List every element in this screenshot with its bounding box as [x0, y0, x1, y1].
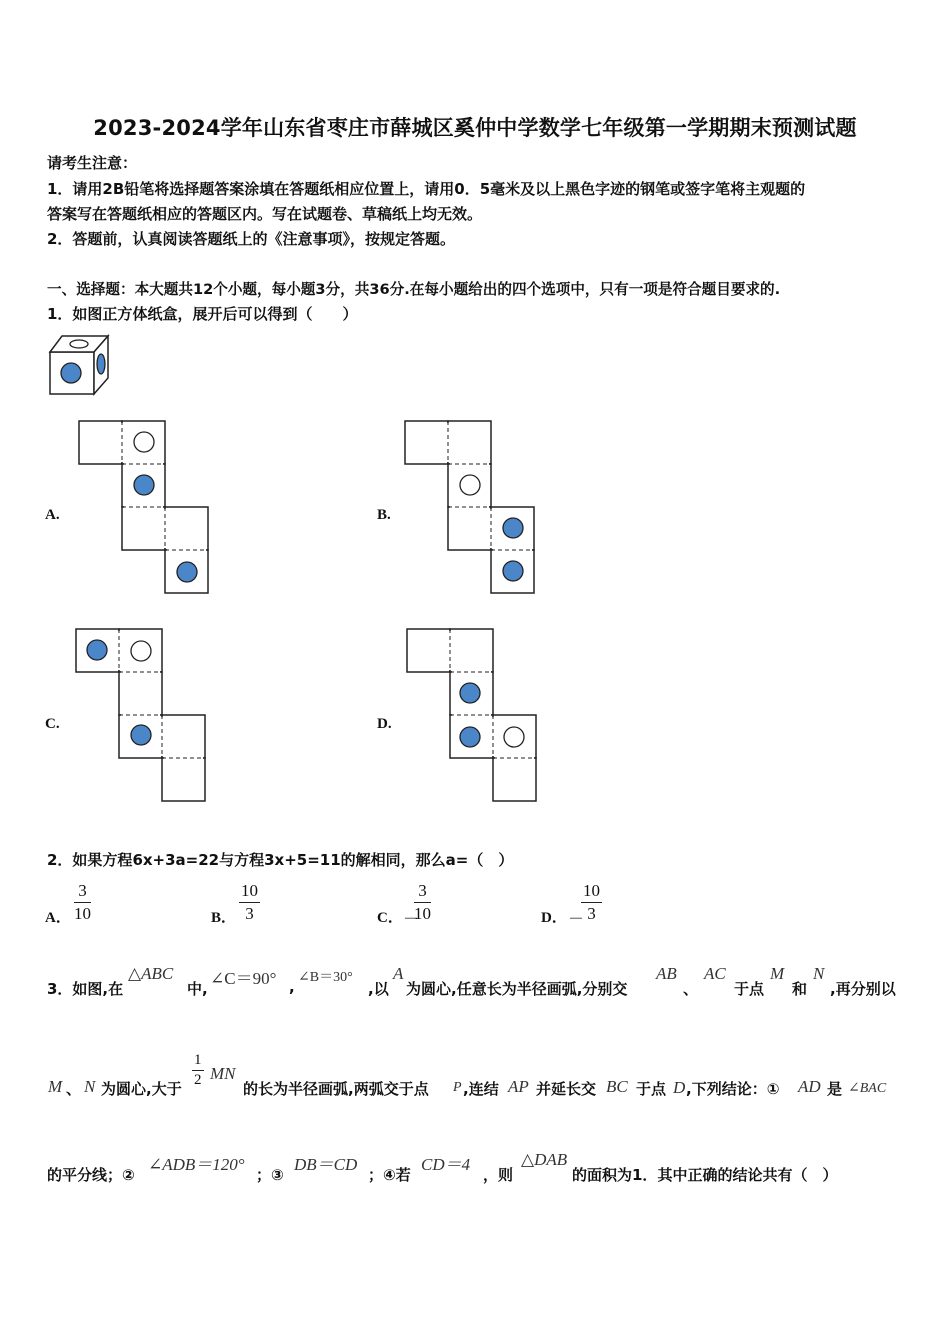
q2-option-b-fraction[interactable]: $\frac{10}{3}$	[241, 881, 258, 923]
q3-text: ,以	[368, 980, 389, 998]
page-title: 2023-2024学年山东省枣庄市薛城区奚仲中学数学七年级第一学期期末预测试题	[93, 116, 857, 140]
q1-option-a-label[interactable]: A.	[45, 507, 60, 523]
q3-text: 3．如图,在	[47, 980, 124, 998]
q3-text: 的平分线；②	[47, 1166, 135, 1184]
q3-eq-cd-4: CD＝4	[421, 1155, 471, 1174]
q3-point-m2: M	[48, 1077, 63, 1096]
q3-segment-ac: AC	[704, 964, 726, 983]
q1-option-b-label[interactable]: B.	[377, 507, 391, 523]
q3-angle-c: ∠C＝90°	[210, 969, 277, 988]
q3-point-p: P	[453, 1080, 462, 1095]
q3-point-a: A	[393, 964, 404, 983]
q1-option-c-net[interactable]	[75, 628, 209, 804]
notice-heading: 请考生注意：	[47, 154, 138, 172]
q3-text: 于点	[734, 980, 765, 998]
q3-angle-bac: ∠BAC	[848, 1081, 887, 1096]
q3-segment-mn: MN	[210, 1064, 236, 1083]
q1-cube-figure	[48, 334, 110, 396]
q1-option-d-net[interactable]	[406, 628, 540, 804]
q3-point-m: M	[770, 964, 785, 983]
q3-point-n: N	[813, 964, 825, 983]
q3-segment-ap: AP	[508, 1077, 529, 1096]
q3-text: 、	[66, 1080, 82, 1098]
notice-line-1a: 1．请用2B铅笔将选择题答案涂填在答题纸相应位置上，请用0．5毫米及以上黑色字迹的钢笔或签字笔将主观题的	[47, 180, 806, 198]
q3-text: ；④若	[368, 1166, 411, 1184]
q3-text: 为圆心,大于	[101, 1080, 182, 1098]
q3-text: 的长为半径画弧,两弧交于点	[243, 1080, 429, 1098]
q1-option-d-label[interactable]: D.	[377, 716, 392, 732]
q3-triangle-abc: △ABC	[128, 964, 174, 983]
q3-text: ,连结	[463, 1080, 499, 1098]
section-heading: 一、选择题：本大题共12个小题，每小题3分，共36分.在每小题给出的四个选项中，只有一项是符合题目要求的.	[47, 281, 781, 298]
q2-option-c-label[interactable]: C．	[377, 910, 403, 926]
q2-option-c-sign: －	[403, 909, 420, 928]
notice-line-2: 2．答题前，认真阅读答题纸上的《注意事项》，按规定答题。	[47, 230, 455, 248]
cube-top-circle	[70, 340, 88, 348]
q3-text: 中,	[187, 980, 208, 998]
q3-text: 为圆心,任意长为半径画弧,分别交	[406, 980, 628, 998]
q3-text: 的面积为1．其中正确的结论共有（ ）	[572, 1166, 838, 1184]
q3-angle-adb: ∠ADB＝120°	[148, 1155, 245, 1174]
q3-text: 和	[792, 980, 808, 998]
q3-point-d: D	[673, 1078, 686, 1097]
q3-text: ，则	[483, 1166, 514, 1184]
q1-text: 1．如图正方体纸盒，展开后可以得到（ ）	[47, 305, 358, 323]
q3-triangle-dab: △DAB	[521, 1150, 568, 1169]
q3-segment-ab: AB	[656, 964, 677, 983]
q3-text: ,再分别以	[830, 980, 896, 998]
q1-option-c-label[interactable]: C.	[45, 716, 60, 732]
q3-eq-db-cd: DB＝CD	[294, 1155, 358, 1174]
q2-option-b-label[interactable]: B．	[211, 910, 237, 926]
q2-option-d-sign: －	[568, 909, 585, 928]
q1-option-a-net[interactable]	[78, 420, 210, 595]
q3-segment-ad: AD	[798, 1077, 821, 1096]
q2-option-a-label[interactable]: A．	[45, 910, 71, 926]
q3-segment-bc: BC	[606, 1077, 628, 1096]
q3-text: 并延长交	[536, 1080, 597, 1098]
cube-side-dot	[97, 354, 105, 374]
q2-option-c-fraction[interactable]: $\frac{3}{10}$	[414, 881, 431, 923]
q3-text: ；③	[256, 1166, 284, 1184]
q3-text: 于点	[636, 1080, 667, 1098]
q2-option-d-fraction[interactable]: $\frac{10}{3}$	[583, 881, 600, 923]
q3-half-fraction: $\frac{1}{2}$	[194, 1052, 202, 1088]
q2-text: 2．如果方程6x+3a=22与方程3x+5=11的解相同，那么a=（ ）	[47, 851, 514, 869]
q3-angle-b: ∠B＝30°	[298, 970, 353, 985]
q3-text: ,下列结论：①	[686, 1080, 780, 1098]
q3-text: 是	[827, 1080, 843, 1098]
q2-option-d-label[interactable]: D．	[541, 910, 567, 926]
q2-option-a-fraction[interactable]: $\frac{3}{10}$	[74, 881, 91, 923]
q3-text: 、	[683, 980, 699, 998]
notice-line-1b: 答案写在答题纸相应的答题区内。写在试题卷、草稿纸上均无效。	[47, 205, 483, 223]
q3-point-n2: N	[84, 1077, 96, 1096]
cube-front-dot	[61, 363, 81, 383]
q1-option-b-net[interactable]	[404, 420, 538, 595]
q3-text: ,	[289, 978, 295, 996]
